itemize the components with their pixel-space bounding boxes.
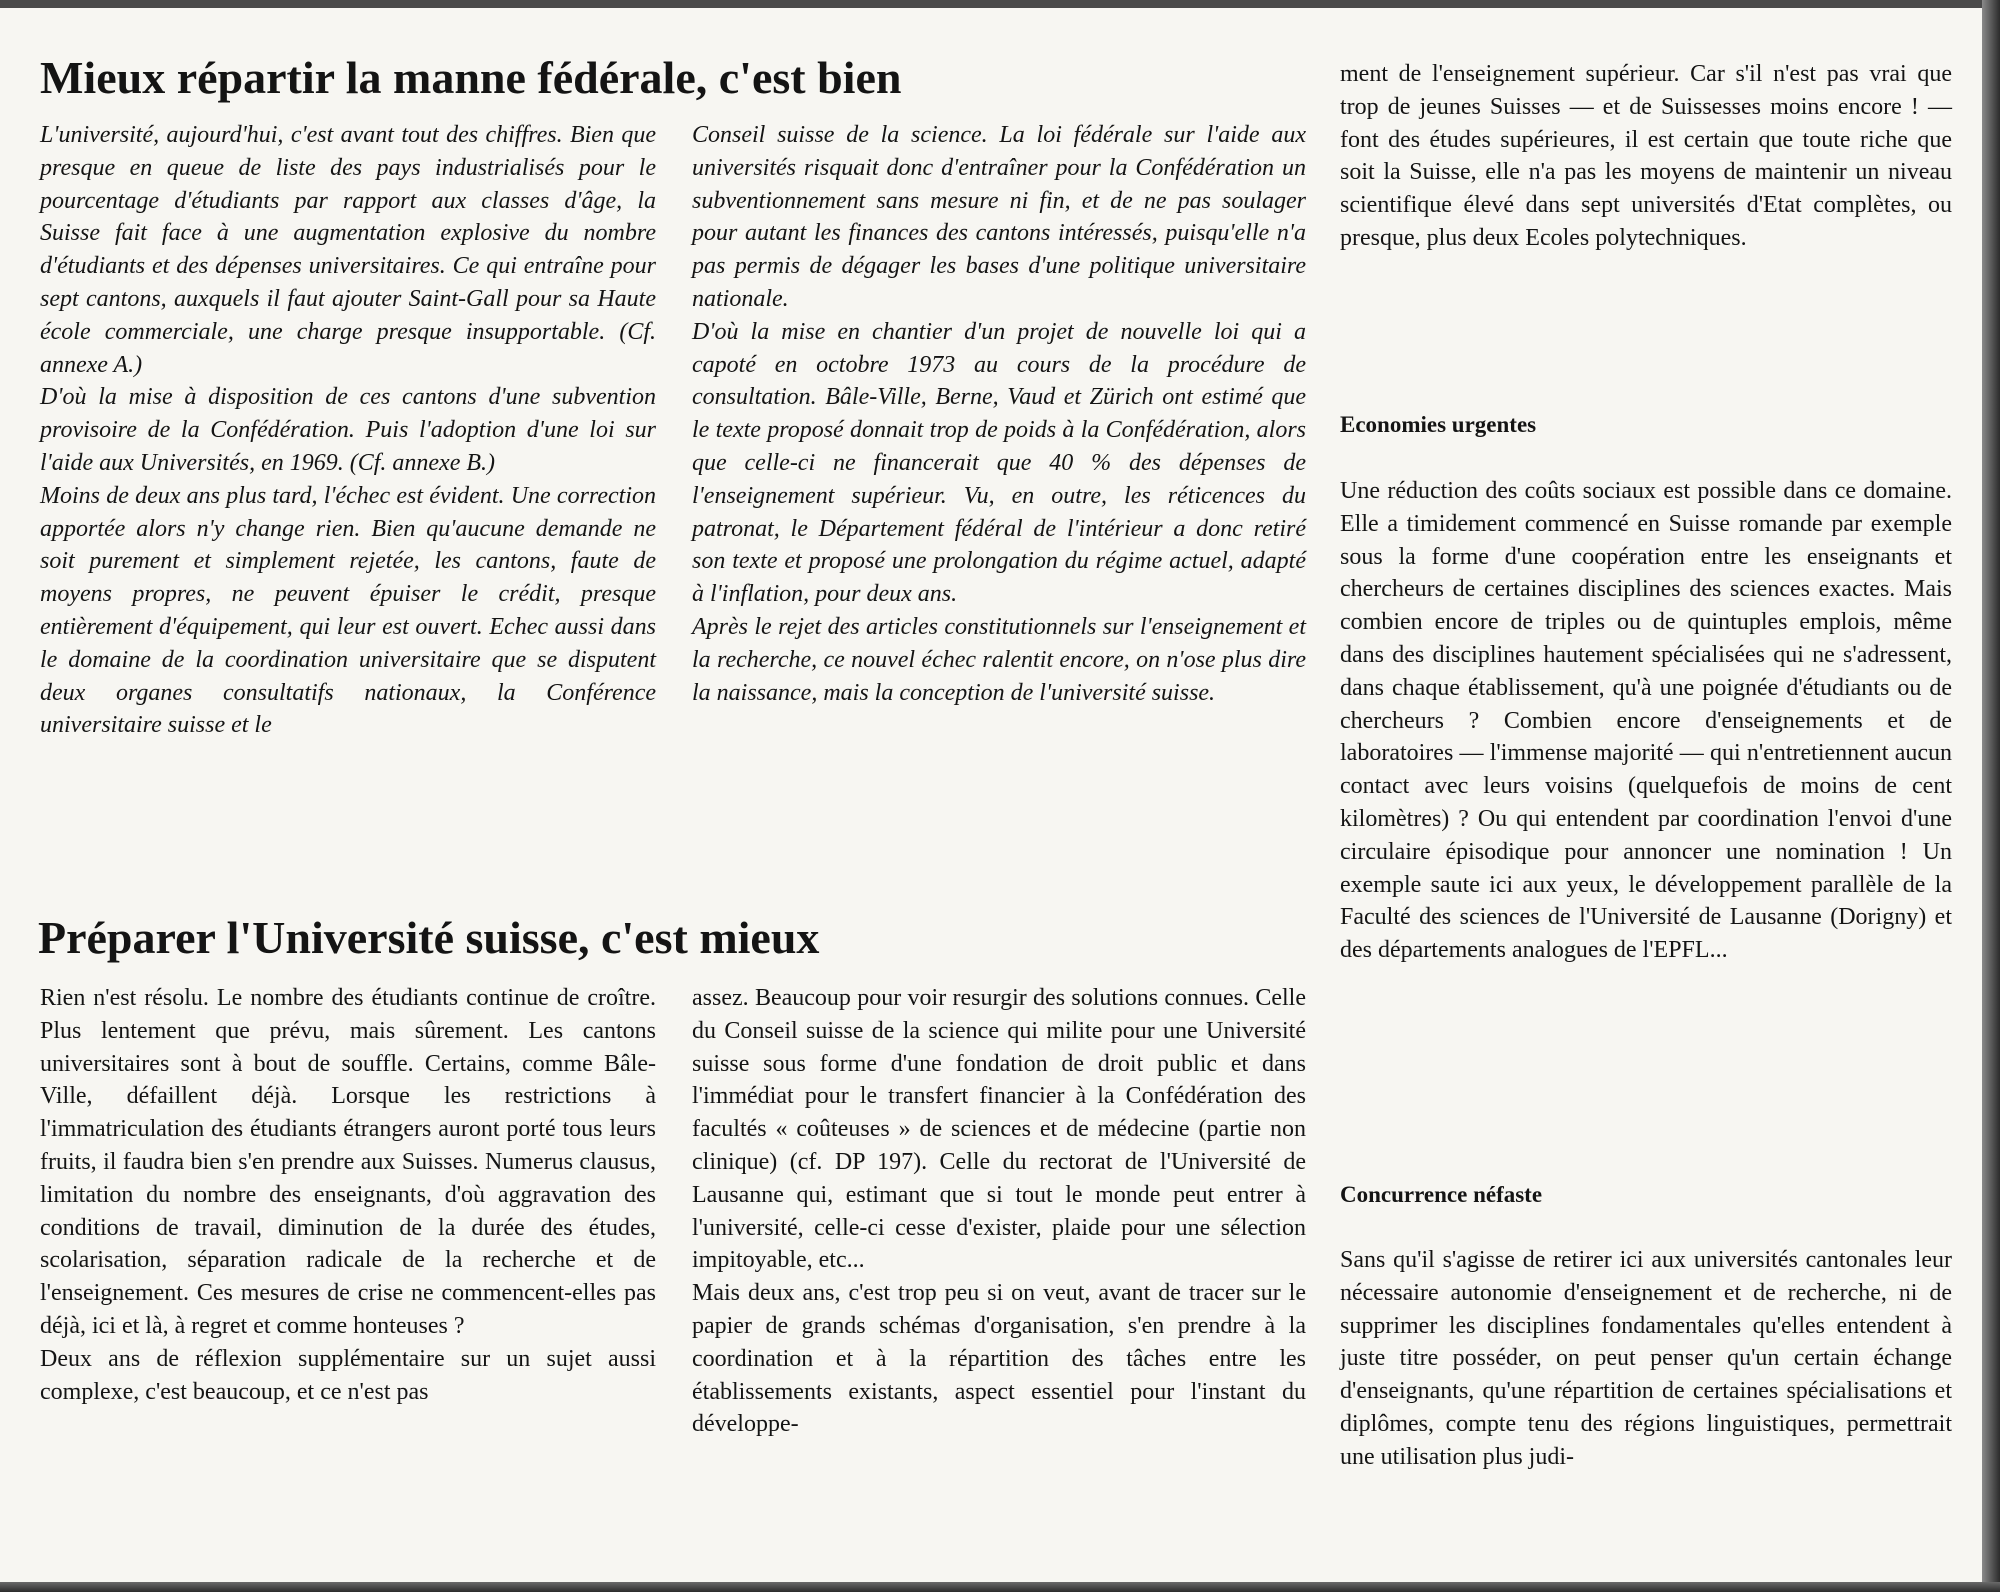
scanned-page xyxy=(0,8,1982,1582)
column-three-economies xyxy=(1340,475,1952,967)
paragraph: Rien n'est résolu. Le nombre des étudiants continue de croître. Plus lentement que prévu, mais sûrement. Les cantons universitaires sont à bout de souffle. Certains, comme Bâle-Ville, défaillent déjà. Lorsque les restrictions à l'immatriculation des étudiants étrangers auront porté tous leurs fruits, il faudra bien s'en prendre aux Suisses. Numerus clausus, limitation du nombre des enseignants, d'où aggravation des conditions de travail, diminution de la durée des études, scolarisation, séparation radicale de la recherche et de l'enseignement. Ces mesures de crise ne commencent-elles pas déjà, ici et là, à regret et comme honteuses ? xyxy=(40,985,656,1339)
scan-edge-bottom xyxy=(0,1582,2000,1592)
paragraph: D'où la mise à disposition de ces cantons d'une subvention provisoire de la Confédération. Puis l'adoption d'une loi sur l'aide aux Universités, en 1969. (Cf. annexe B.) xyxy=(40,384,656,476)
headline-mieux-repartir: Mieux répartir la manne fédérale, c'est bien xyxy=(40,52,902,103)
paragraph: Conseil suisse de la science. La loi fédérale sur l'aide aux universités risquait donc d'entraîner pour la Confédération un subventionnement sans mesure ni fin, et de ne pas soulager pour autant les finances des cantons intéressés, puisqu'elle n'a pas permis de dégager les bases d'une politique universitaire nationale. xyxy=(692,122,1306,312)
section2-column-left xyxy=(40,982,656,1408)
paragraph: Sans qu'il s'agisse de retirer ici aux universités cantonales leur nécessaire autonomie d'enseignement et de recherche, ni de supprimer les disciplines fondamentales qu'elles entendent à juste titre posséder, on peut penser qu'un certain échange d'enseignants, qu'une répartition de certaines spécialisations et diplômes, compte tenu des régions linguistiques, permettrait une utilisation plus judi- xyxy=(1340,1247,1952,1470)
paragraph: assez. Beaucoup pour voir resurgir des solutions connues. Celle du Conseil suisse de la science qui milite pour une Université suisse sous forme d'une fondation de droit public et dans l'immédiat pour le transfert financier à la Confédération des facultés « coûteuses » de sciences et de médecine (partie non clinique) (cf. DP 197). Celle du rectorat de l'Université de Lausanne qui, estimant que si tout le monde peut entrer à l'université, celle-ci cesse d'exister, plaide pour une sélection impitoyable, etc... xyxy=(692,985,1306,1274)
paragraph: L'université, aujourd'hui, c'est avant tout des chiffres. Bien que presque en queue de liste des pays industrialisés pour le pourcentage d'étudiants par rapport aux classes d'âge, la Suisse fait face à une augmentation explosive du nombre d'étudiants et des dépenses universitaires. Ce qui entraîne pour sept cantons, auxquels il faut ajouter Saint-Gall pour sa Haute école commerciale, une charge presque insupportable. (Cf. annexe A.) xyxy=(40,122,656,378)
paragraph: ment de l'enseignement supérieur. Car s'il n'est pas vrai que trop de jeunes Suisses — et de Suissesses moins encore ! — font des études supérieures, il est certain que toute riche que soit la Suisse, elle n'a pas les moyens de maintenir un niveau scientifique élevé dans sept universités d'Etat complètes, ou presque, plus deux Ecoles polytechniques. xyxy=(1340,61,1952,251)
paragraph: Mais deux ans, c'est trop peu si on veut, avant de tracer sur le papier de grands schémas d'organisation, s'en prendre à la coordination et à la répartition des tâches entre les établissements existants, aspect essentiel pour l'instant du développe- xyxy=(692,1280,1306,1438)
paragraph: Après le rejet des articles constitutionnels sur l'enseignement et la recherche, ce nouvel échec ralentit encore, on n'ose plus dire la naissance, mais la conception de l'université suisse. xyxy=(692,613,1306,706)
subheading-economies-urgentes: Economies urgentes xyxy=(1340,412,1537,437)
section2-column-right xyxy=(692,982,1306,1441)
paragraph: D'où la mise en chantier d'un projet de nouvelle loi qui a capoté en octobre 1973 au cours de la procédure de consultation. Bâle-Ville, Berne, Vaud et Zürich ont estimé que le texte proposé donnait trop de poids à la Confédération, alors que celle-ci ne financerait que 40 % des dépenses de l'enseignement supérieur. Vu, en outre, les réticences du patronat, le Département fédéral de l'intérieur a donc retiré son texte et proposé une prolongation du régime actuel, adapté à l'inflation, pour deux ans. xyxy=(692,318,1306,608)
headline-preparer-universite: Préparer l'Université suisse, c'est mieux xyxy=(38,912,820,963)
scan-edge-right xyxy=(1982,0,2000,1592)
column-three-concurrence xyxy=(1340,1244,1952,1474)
paragraph: Moins de deux ans plus tard, l'échec est évident. Une correction apportée alors n'y change rien. Bien qu'aucune demande ne soit purement et simplement rejetée, les cantons, faute de moyens propres, ne peuvent épuiser le crédit, presque entièrement d'équipement, qui leur est ouvert. Echec aussi dans le domaine de la coordination universitaire que se disputent deux organes consultatifs nationaux, la Conférence universitaire suisse et le xyxy=(40,482,656,739)
paragraph: Une réduction des coûts sociaux est possible dans ce domaine. Elle a timidement commencé en Suisse romande par exemple sous la forme d'une coopération entre les enseignants et chercheurs de certaines disciplines des sciences exactes. Mais combien encore de triples ou de quintuples emplois, même dans des disciplines hautement spécialisées qui ne s'adressent, dans chaque établissement, qu'à une poignée d'étudiants ou de chercheurs ? Combien encore d'enseignements et de laboratoires — l'immense majorité — qui n'entretiennent aucun contact avec leurs voisins (quelquefois de moins de cent kilomètres) ? Ou qui entendent par coordination l'envoi d'une circulaire épisodique pour annoncer une nomination ! Un exemple saute ici aux yeux, le développement parallèle de la Faculté des sciences de l'Université de Lausanne (Dorigny) et des départements analogues de l'EPFL... xyxy=(1340,478,1952,964)
section1-column-right xyxy=(692,119,1306,709)
section1-column-left xyxy=(40,119,656,742)
subheading-concurrence-nefaste: Concurrence néfaste xyxy=(1340,1182,1543,1207)
paragraph: Deux ans de réflexion supplémentaire sur un sujet aussi complexe, c'est beaucoup, et ce n'est pas xyxy=(40,1345,656,1405)
column-three-intro xyxy=(1340,58,1952,255)
